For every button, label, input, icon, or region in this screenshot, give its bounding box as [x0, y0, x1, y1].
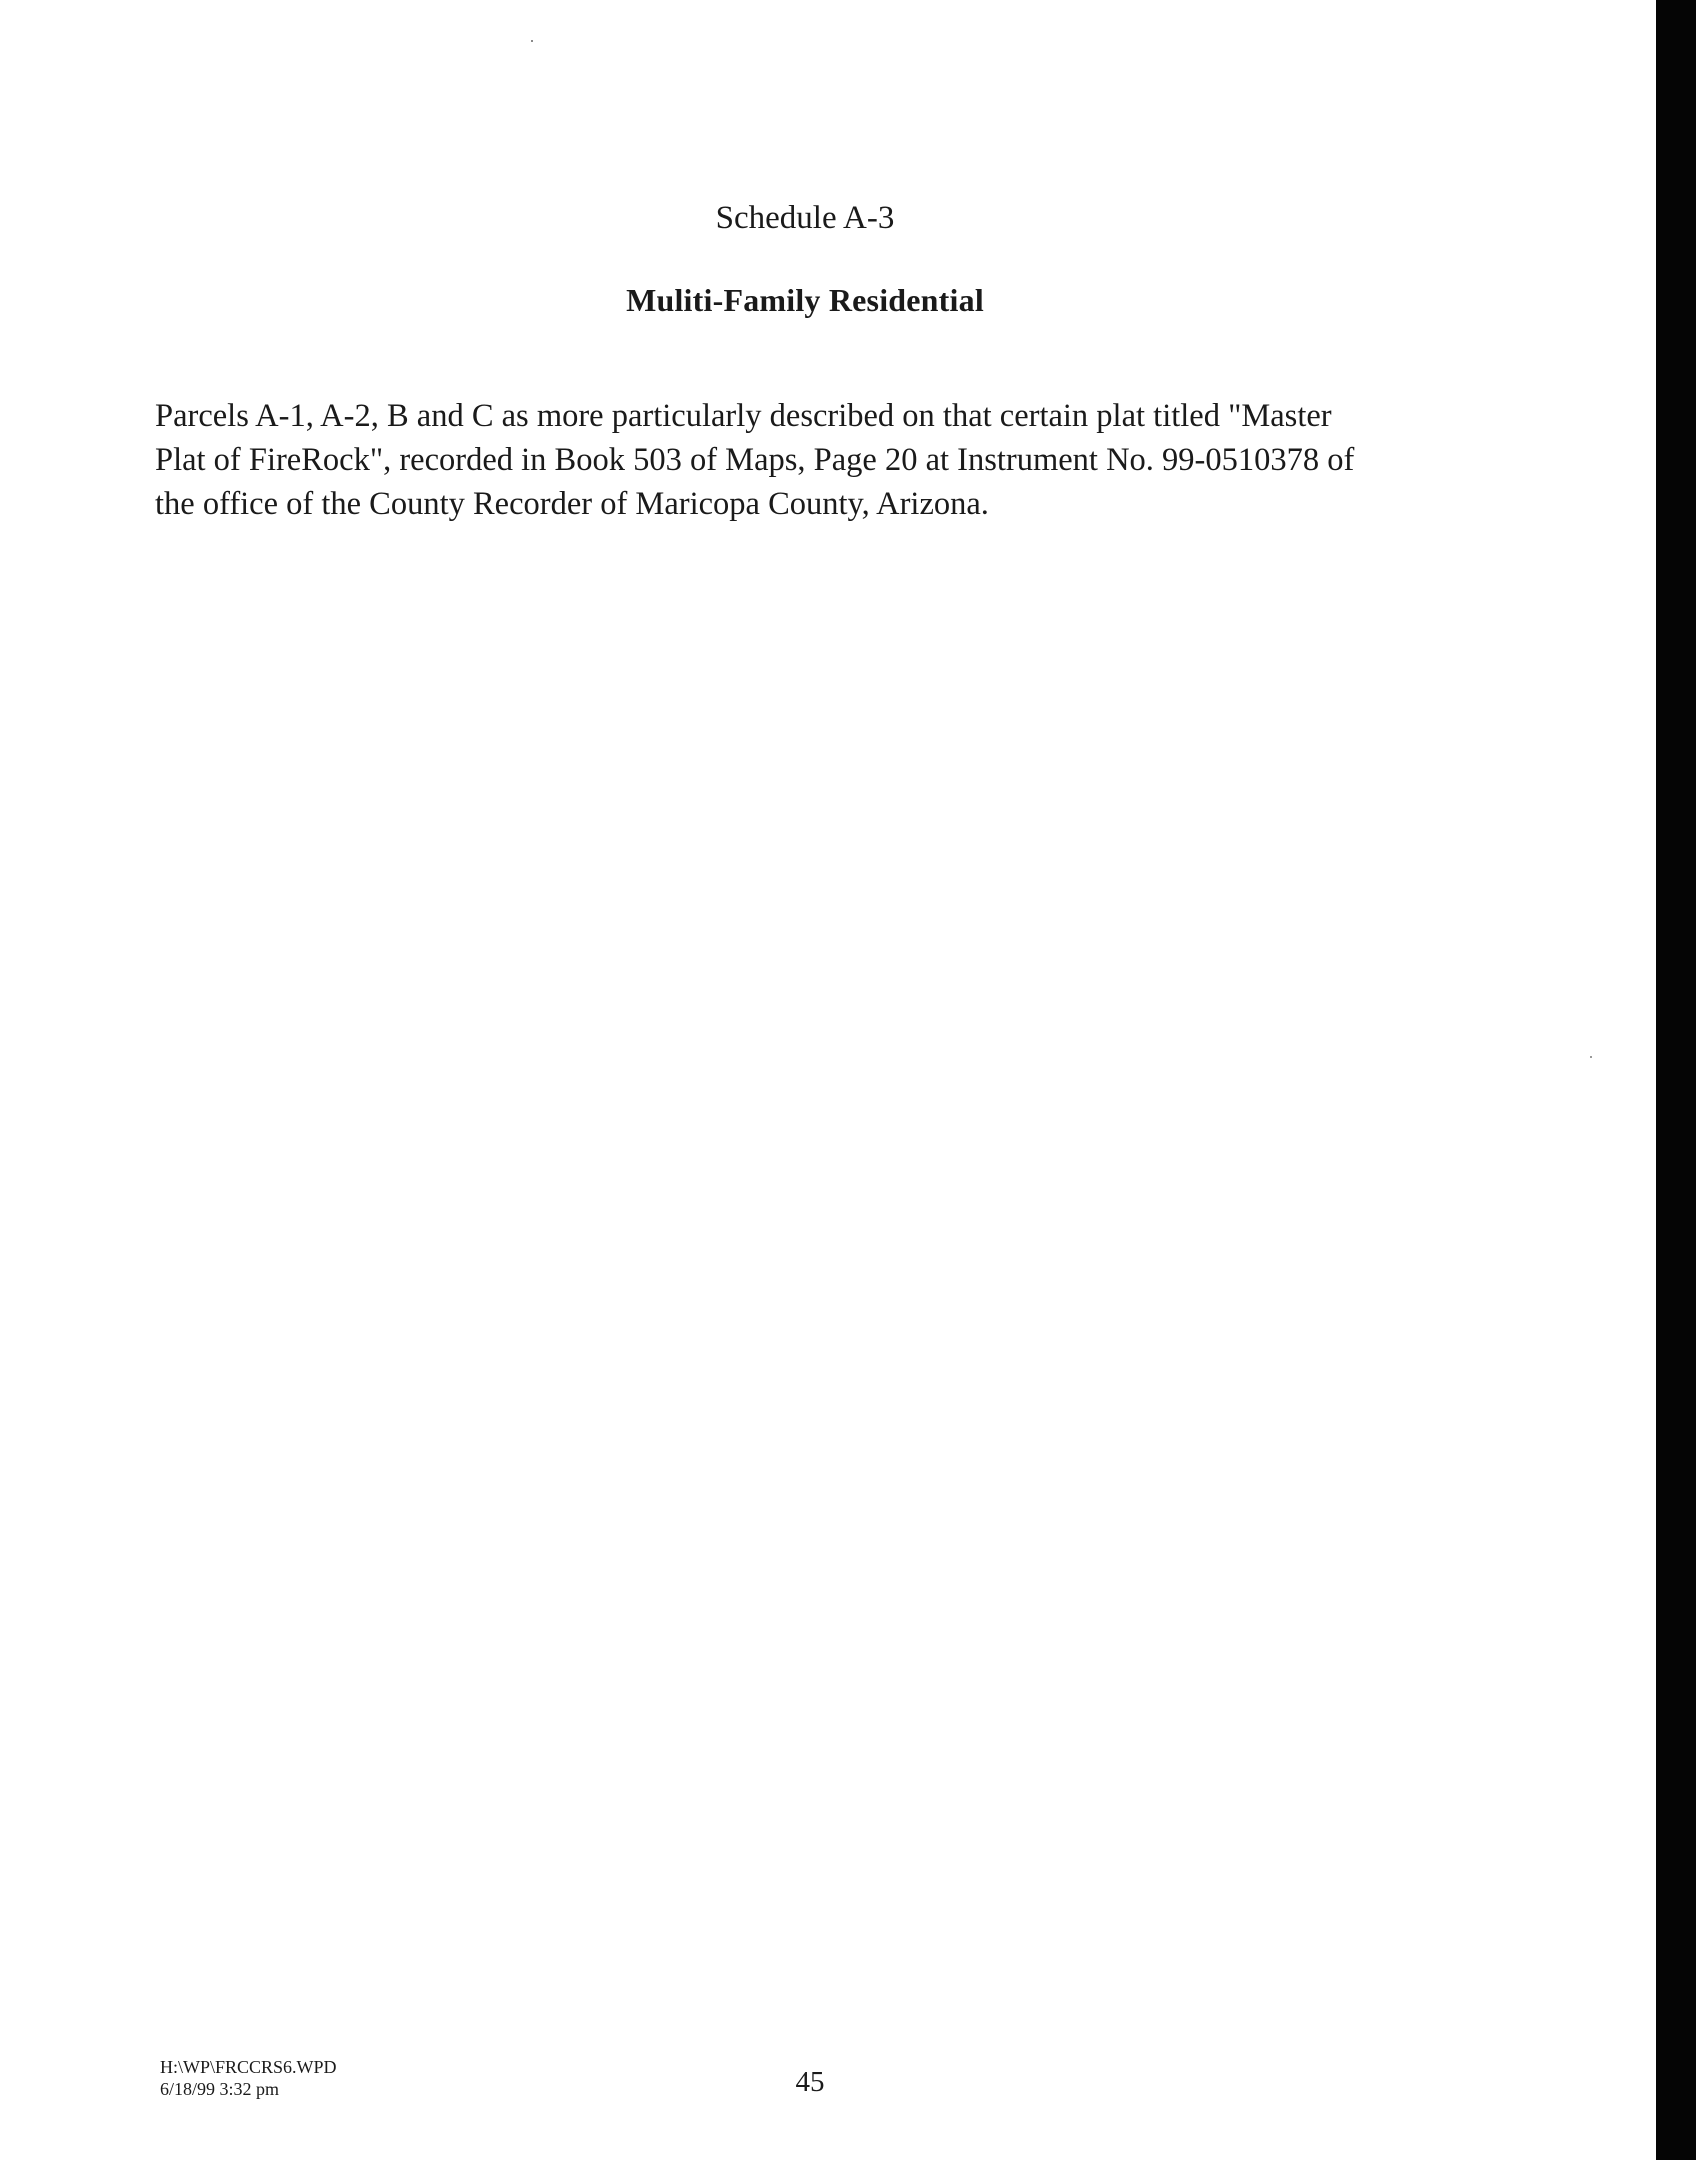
- footer-date-time: 6/18/99 3:32 pm: [160, 2079, 280, 2099]
- scan-border-edge: [1656, 0, 1696, 2160]
- page-number: 45: [795, 2066, 825, 2098]
- legal-description-line: the office of the County Recorder of Maricopa County, Arizona.: [155, 486, 989, 522]
- scan-artifact: [1590, 1056, 1592, 1058]
- legal-description: [155, 394, 1465, 526]
- legal-description-line: Plat of FireRock", recorded in Book 503 of Maps, Page 20 at Instrument No. 99-0510378 of: [155, 442, 1355, 478]
- schedule-title: Schedule A-3: [715, 200, 895, 236]
- legal-description-line: Parcels A-1, A-2, B and C as more particularly described on that certain plat titled "Master: [155, 398, 1332, 434]
- footer-file-path: H:\WP\FRCCRS6.WPD: [160, 2057, 337, 2077]
- scan-artifact: [531, 40, 533, 42]
- section-title: Muliti-Family Residential: [626, 282, 984, 318]
